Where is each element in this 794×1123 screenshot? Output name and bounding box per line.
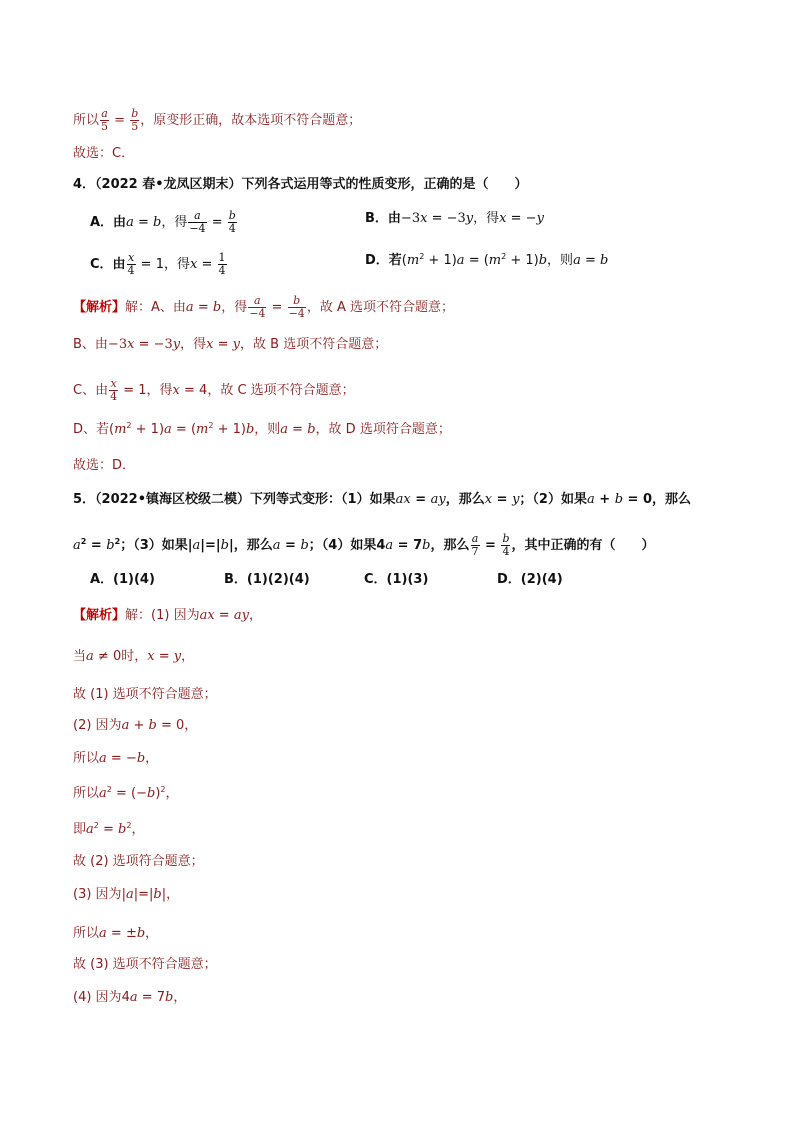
s4-line-d: D、若$(m^2 + 1)a = (m^2 + 1)b$，则a = b，故 D 选项符合题意； [73, 421, 451, 437]
s5-line-9: (3) 因为|a|=|b|， [73, 887, 180, 902]
question-4-stem: 4．（2022 春•龙凤区期末）下列各式运用等式的性质变形，正确的是（ ） [73, 177, 528, 192]
fraction-a-over-5: $\frac{a}{5}$ [101, 107, 109, 133]
line-2: 故选：C． [73, 146, 135, 161]
s4-line-c: C、由 $\frac{x}{4}$ = 1，得x = 4，故 C 选项不符合题意； [73, 377, 355, 403]
s5-line-2: 当a ≠ 0时，x = y， [73, 649, 195, 664]
q4-option-b: B．由−3x = −3y，得x = −y [365, 211, 544, 226]
q5-option-d: D．(2)(4) [497, 572, 563, 587]
s4-line-a: 【解析】解：A、由a = b，得 $\frac{a}{-4}$ = $\frac{b}{-4}$ ，故 A 选项不符合题意； [73, 294, 454, 320]
q4-option-a: A．由a = b，得 $\frac{a}{-4}$ = $\frac{b}{4}$ [90, 209, 236, 235]
s5-line-8: 故 (2) 选项符合题意； [73, 854, 204, 869]
s5-line-1: 【解析】解：(1) 因为ax = ay， [73, 608, 262, 623]
q4-option-c: C．由 $\frac{x}{4}$ = 1，得x = $\frac{1}{4}$ [90, 251, 226, 277]
s5-line-5: 所以a = −b， [73, 751, 159, 766]
s5-line-7: 即$a^2 = b^2$， [73, 821, 145, 837]
question-5-stem-1: 5．（2022•镇海区校级二模）下列等式变形：（1）如果ax = ay，那么x = y；（2）如果a + b = 0，那么 [73, 492, 692, 507]
line-1: 所以 $\frac{a}{5}$ = $\frac{b}{5}$ ，原变形正确，故本选项不符合题意； [73, 107, 362, 133]
s5-line-11: 故 (3) 选项不符合题意； [73, 957, 217, 972]
s5-line-12: (4) 因为4a = 7b， [73, 990, 187, 1005]
s5-line-4: (2) 因为a + b = 0， [73, 718, 198, 733]
s5-line-3: 故 (1) 选项不符合题意； [73, 687, 217, 702]
question-5-stem-2: $a^2 = b^2$；（3）如果|a|=|b|，那么a = b；（4）如果4a = 7b，那么 $\frac{a}{7}$ = $\frac{b}{4}$ ，其中正确的有（ ） [73, 532, 655, 558]
fraction-b-over-5: $\frac{b}{5}$ [131, 107, 139, 133]
q5-option-c: C．(1)(3) [364, 572, 429, 587]
s5-line-10: 所以a = ±b， [73, 926, 159, 941]
s4-line-e: 故选：D． [73, 458, 136, 473]
s4-line-b: B、由−3x = −3y，得x = y，故 B 选项不符合题意； [73, 337, 388, 352]
s5-line-6: 所以$a^2 = (-b)^2$， [73, 785, 179, 801]
q5-option-a: A．(1)(4) [90, 572, 155, 587]
q5-option-b: B．(1)(2)(4) [224, 572, 310, 587]
q4-option-d: D．若$(m^2 + 1)a = (m^2 + 1)b$，则a = b [365, 252, 609, 268]
